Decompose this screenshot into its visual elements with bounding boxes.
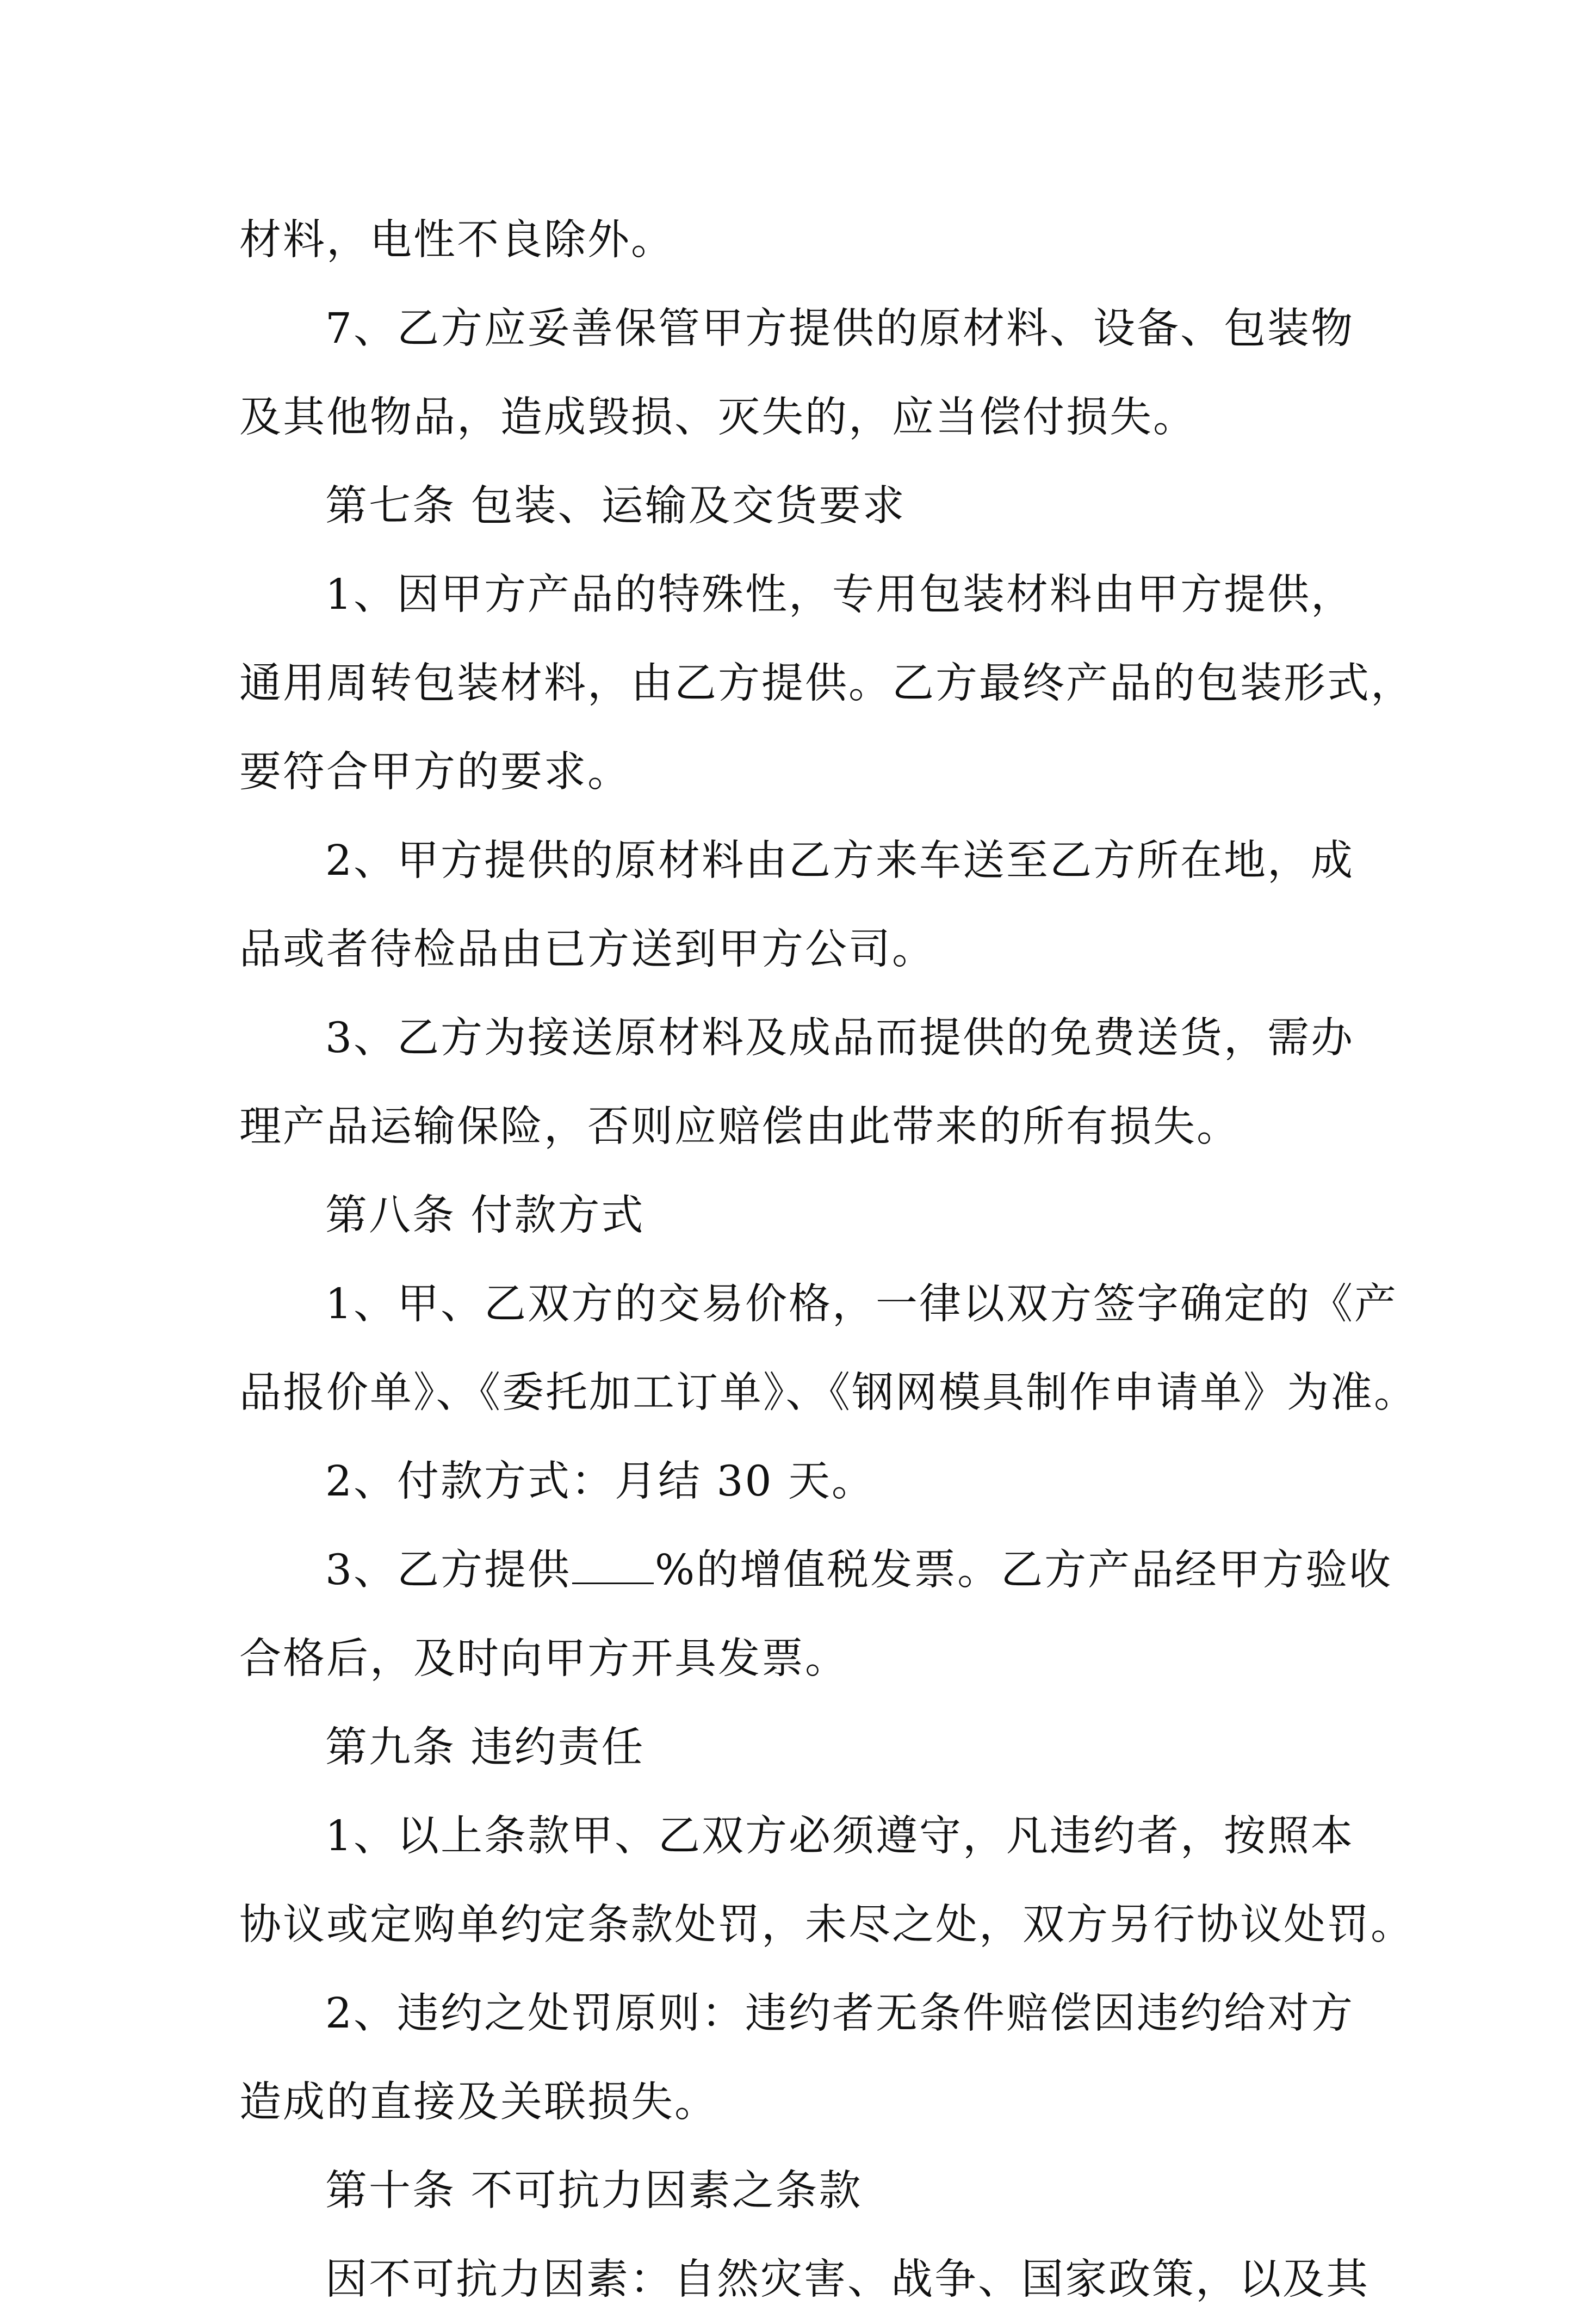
paragraph-line: 材料，电性不良除外。 (239, 216, 674, 264)
fill-in-blank[interactable] (572, 1545, 654, 1584)
paragraph-line: 2、甲方提供的原材料由乙方来车送至乙方所在地，成 (325, 837, 1354, 885)
paragraph-line: 3、乙方为接送原材料及成品而提供的免费送货，需办 (325, 1014, 1354, 1062)
paragraph-line: 协议或定购单约定条款处罚，未尽之处，双方另行协议处罚。 (239, 1901, 1414, 1949)
paragraph-line: 品报价单》、《委托加工订单》、《钢网模具制作申请单》为准。 (239, 1369, 1417, 1417)
paragraph-line: 2、违约之处罚原则：违约者无条件赔偿因违约给对方 (325, 1989, 1354, 2038)
paragraph-line: 要符合甲方的要求。 (239, 748, 631, 796)
paragraph-line (239, 1526, 1393, 1615)
paragraph-line: 7、乙方应妥善保管甲方提供的原材料、设备、包装物 (325, 305, 1354, 353)
document-body (239, 196, 1417, 2324)
paragraph-line: 通用周转包装材料，由乙方提供。乙方最终产品的包装形式， (239, 659, 1414, 708)
section-heading: 第八条 付款方式 (325, 1191, 645, 1240)
paragraph-line: 品或者待检品由已方送到甲方公司。 (239, 925, 935, 974)
section-heading: 第十条 不可抗力因素之条款 (325, 2167, 863, 2215)
paragraph-line: 理产品运输保险，否则应赔偿由此带来的所有损失。 (239, 1103, 1240, 1151)
paragraph-line: 1、因甲方产品的特殊性，专用包装材料由甲方提供， (325, 571, 1354, 619)
paragraph-line: 1、以上条款甲、乙双方必须遵守，凡违约者，按照本 (325, 1812, 1354, 1861)
invoice-clause-prefix: 3、乙方提供 (325, 1546, 571, 1594)
section-heading: 第九条 违约责任 (325, 1723, 645, 1772)
paragraph-line: 2、付款方式：月结 30 天。 (325, 1457, 875, 1506)
paragraph-line: 因不可抗力因素：自然灾害、战争、国家政策，以及其 (325, 2255, 1369, 2304)
paragraph-line: 1、甲、乙双方的交易价格，一律以双方签字确定的《产 (325, 1280, 1398, 1328)
paragraph-line: 合格后，及时向甲方开具发票。 (239, 1635, 848, 1683)
invoice-clause-suffix: %的增值税发票。乙方产品经甲方验收 (655, 1546, 1393, 1594)
section-heading: 第七条 包装、运输及交货要求 (325, 482, 906, 530)
paragraph-line: 及其他物品，造成毁损、灭失的，应当偿付损失。 (239, 393, 1197, 442)
paragraph-line: 造成的直接及关联损失。 (239, 2078, 718, 2127)
